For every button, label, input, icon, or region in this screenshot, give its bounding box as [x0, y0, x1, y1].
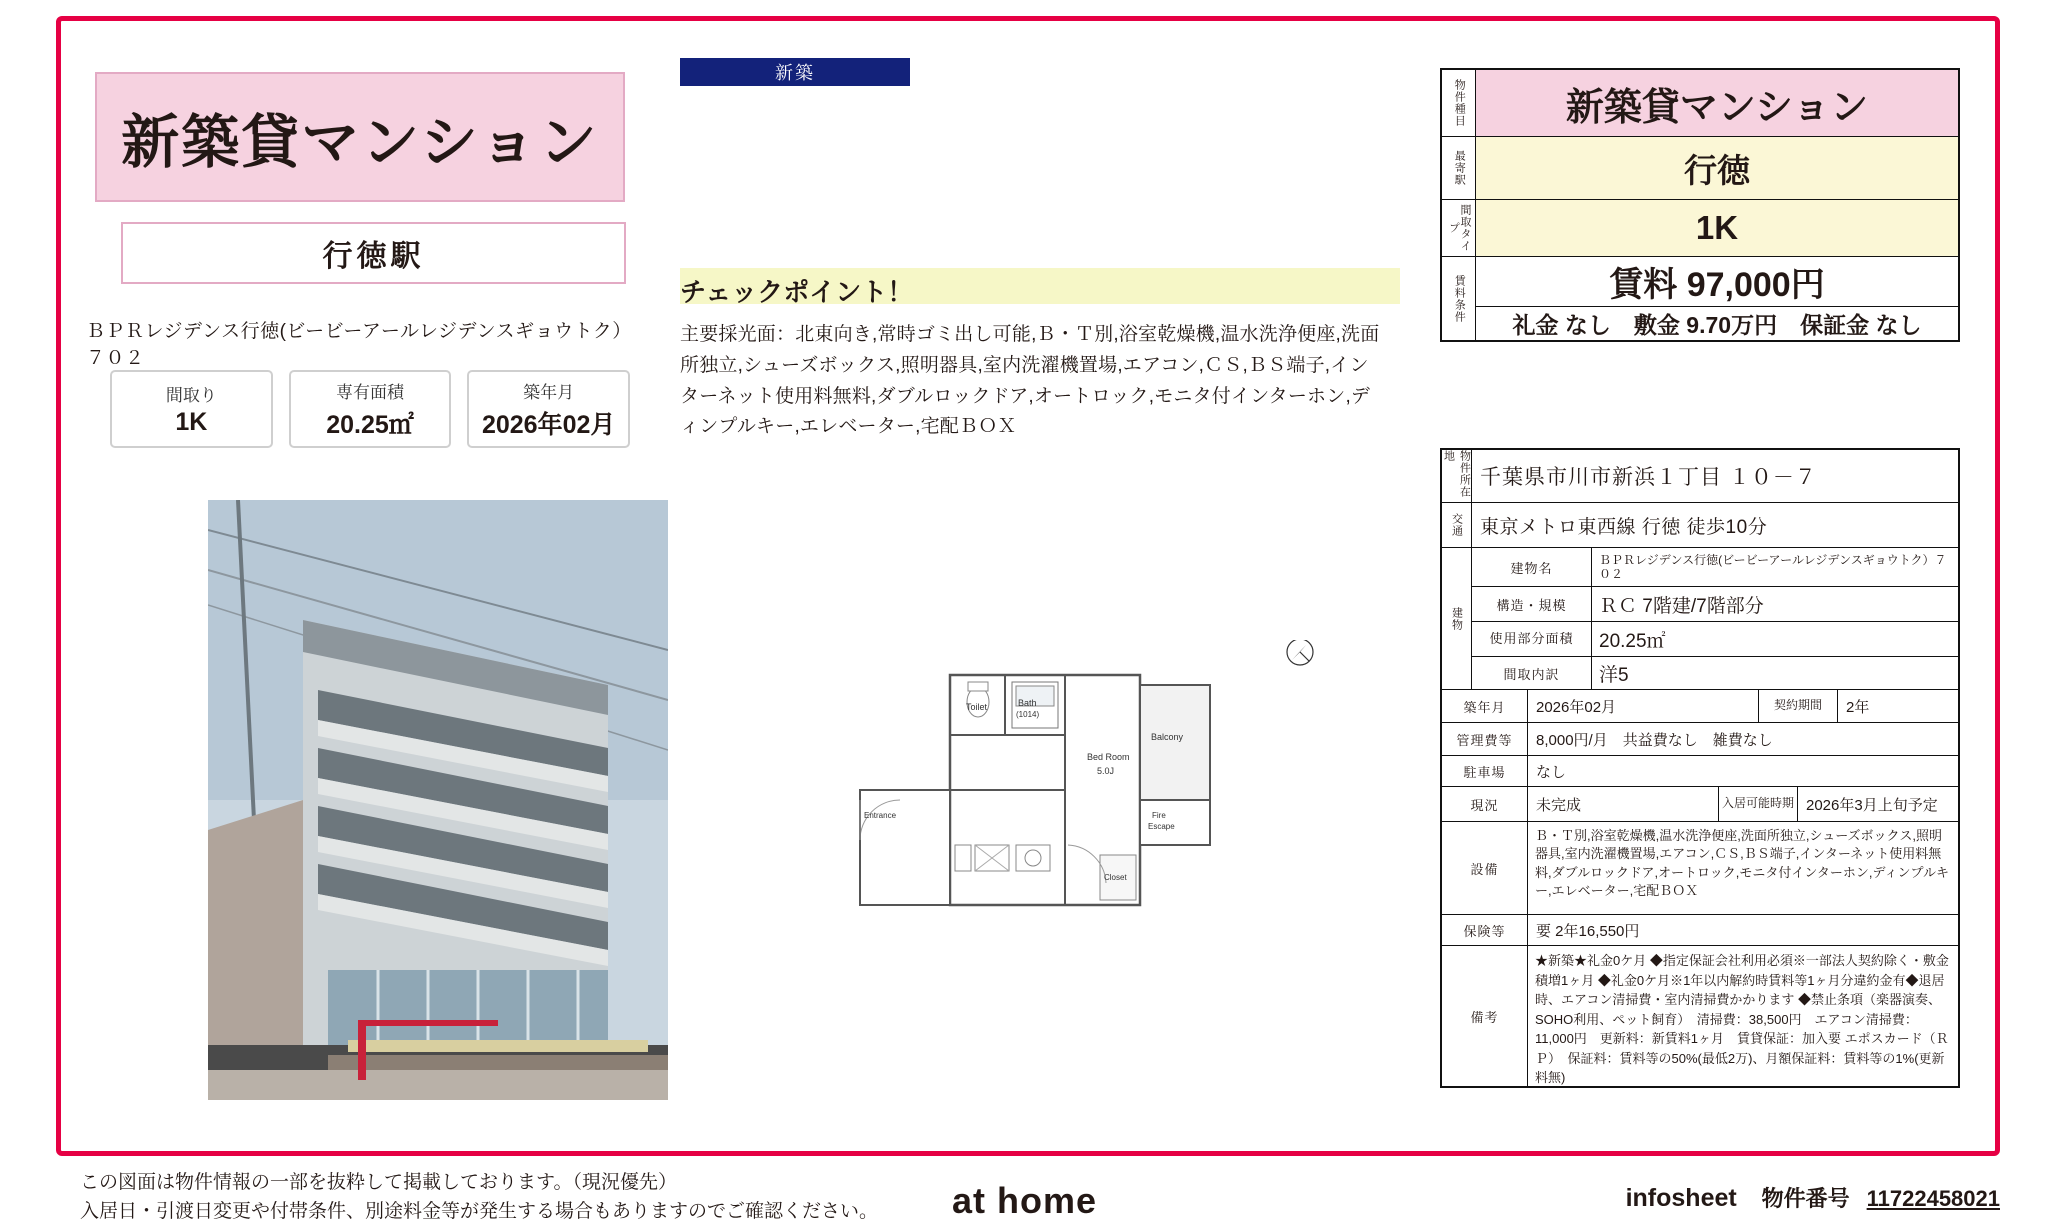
spec-summary	[110, 370, 630, 448]
checkpoint-title: チェックポイント！	[680, 277, 914, 307]
disclaimer	[80, 1168, 980, 1227]
spec-built-label: 築年月	[523, 382, 575, 402]
station-name: 行徳駅	[322, 240, 425, 273]
value-management-fee: 8,000円/月 共益費なし 雑費なし	[1536, 731, 1773, 749]
key-built-date: 築年月	[1442, 690, 1528, 722]
value-rent: 賃料 97,000円	[1476, 257, 1958, 307]
value-nearest-station: 行徳	[1476, 137, 1958, 199]
value-structure: ＲＣ 7階建/7階部分	[1599, 595, 1764, 617]
checkpoint-body: 主要採光面：北東向き,常時ゴミ出し可能,Ｂ・Ｔ別,浴室乾燥機,温水洗浄便座,洗面所独立,シューズボックス,照明器具,室内洗濯機置場,エアコン,ＣＳ,ＢＳ端子,インターネット使用料無料,ダブルロックドア,オートロック,モニタ付インターホン,ディンプルキー,エレベーター,宅配ＢＯＸ	[680, 324, 1380, 438]
key-layout-detail: 間取内訳	[1472, 657, 1592, 689]
key-building-name: 建物名	[1472, 548, 1592, 586]
badge-new-text: 新築	[775, 63, 815, 83]
plan-label-entrance: Entrance	[864, 811, 897, 820]
value-status: 未完成	[1536, 796, 1582, 814]
key-used-area: 使用部分面積	[1472, 622, 1592, 656]
row-layout-type	[1442, 200, 1958, 257]
value-parking: なし	[1536, 763, 1567, 781]
value-built-date: 2026年02月	[1536, 698, 1617, 716]
row-building-block	[1442, 548, 1958, 690]
spec-layout	[110, 370, 273, 448]
value-property-type: 新築貸マンション	[1476, 70, 1958, 136]
row-layout-detail	[1472, 657, 1958, 689]
key-insurance: 保険等	[1442, 915, 1528, 945]
floor-plan	[800, 640, 1360, 970]
key-structure: 構造・規模	[1472, 587, 1592, 621]
value-layout-type: 1K	[1476, 200, 1958, 256]
value-note: ★新築★礼金0ケ月 ◆指定保証会社利用必須※一部法人契約除く・敷金積増1ヶ月 ◆礼金0ケ月※1年以内解約時賃料等1ヶ月分違約金有◆退居時、エアコン清掃費・室内清掃費かかります ◆禁止条項（楽器演奏、SOHO利用、ペット飼育） 清掃費：38,500円 エアコン清掃費：11,000円 更新料：新賃料1ヶ月 賃貸保証：加入要 エポスカード（ＲＰ） 保証料：賃料等の50%(最低2万)、月額保証料：賃料等の1%(更新料無)	[1535, 953, 1949, 1085]
plan-label-closet: Closet	[1104, 873, 1127, 882]
plan-label-toilet: Toilet	[966, 702, 988, 712]
key-move-in: 入居可能時期	[1718, 787, 1798, 821]
row-status	[1442, 787, 1958, 822]
plan-label-bath: Bath	[1018, 698, 1037, 708]
value-building-name: ＢＰＲレジデンス行徳(ビービーアールレジデンスギョウトク）７０２	[1599, 552, 1947, 581]
plan-label-balcony: Balcony	[1151, 732, 1184, 742]
row-nearest-station	[1442, 137, 1958, 200]
row-label-layout-type: 間取タイプ	[1442, 200, 1476, 256]
row-label-address: 物件所在地	[1442, 450, 1472, 502]
property-type-title-text: 新築貸マンション	[121, 110, 599, 175]
row-address	[1442, 450, 1958, 503]
row-label-rent-terms: 賃料条件	[1442, 257, 1476, 340]
value-contract-term: 2年	[1846, 698, 1870, 716]
station-box	[121, 222, 626, 284]
value-layout-detail: 洋5	[1599, 664, 1629, 686]
spec-area	[289, 370, 452, 448]
athome-logo-text: at home	[952, 1180, 1098, 1221]
value-equipment: Ｂ・Ｔ別,浴室乾燥機,温水洗浄便座,洗面所独立,シューズボックス,照明器具,室内洗濯機置場,エアコン,ＣＳ,ＢＳ端子,インターネット使用料無料,ダブルロックドア,オートロック,モニタ付インターホン,ディンプルキー,エレベーター,宅配ＢＯＸ	[1535, 828, 1949, 899]
property-no-value: 11722458021	[1866, 1186, 2000, 1211]
summary-table	[1440, 68, 1960, 342]
plan-label-bedroom: Bed Room	[1087, 752, 1130, 762]
key-note: 備考	[1442, 946, 1528, 1086]
plan-label-bath-size: (1014)	[1016, 710, 1040, 719]
plan-label-bedroom-size: 5.0J	[1097, 766, 1115, 776]
building-subtable	[1472, 548, 1958, 689]
value-address: 千葉県市川市新浜１丁目 １０－７	[1480, 466, 1817, 489]
spec-built-value: 2026年02月	[481, 410, 616, 439]
spec-built	[467, 370, 630, 448]
row-traffic	[1442, 503, 1958, 548]
row-management-fee	[1442, 723, 1958, 756]
property-type-title	[95, 72, 625, 202]
row-note	[1442, 946, 1958, 1086]
disclaimer-line-1: この図面は物件情報の一部を抜粋して掲載しております。（現況優先）	[80, 1172, 677, 1193]
spec-area-value: 20.25㎡	[326, 410, 414, 439]
row-structure	[1472, 587, 1958, 622]
key-management-fee: 管理費等	[1442, 723, 1528, 755]
value-insurance: 要 2年16,550円	[1536, 922, 1640, 940]
plan-label-fire-escape: Fire	[1152, 811, 1166, 820]
row-label-building: 建物	[1442, 548, 1472, 689]
key-equipment: 設備	[1442, 822, 1528, 914]
spec-layout-label: 間取り	[165, 386, 217, 405]
badge-new	[680, 58, 910, 86]
row-built-contract	[1442, 690, 1958, 723]
key-parking: 駐車場	[1442, 756, 1528, 786]
infosheet-footer	[1626, 1182, 2000, 1213]
row-label-property-type: 物件種目	[1442, 70, 1476, 136]
key-contract-term: 契約期間	[1758, 690, 1838, 722]
value-deposit-line: 礼金 なし 敷金 9.70万円 保証金 なし	[1476, 307, 1958, 340]
row-property-type	[1442, 70, 1958, 137]
row-insurance	[1442, 915, 1958, 946]
building-name: ＢＰＲレジデンス行徳(ビービーアールレジデンスギョウトク）７０２	[86, 321, 632, 369]
key-status: 現況	[1442, 787, 1528, 821]
plan-label-fire-escape2: Escape	[1148, 822, 1175, 831]
infosheet-label: infosheet	[1625, 1184, 1737, 1212]
disclaimer-line-2: 入居日・引渡日変更や付帯条件、別途料金等が発生する場合もありますのでご確認ください。	[80, 1201, 879, 1223]
property-no-label: 物件番号	[1761, 1186, 1850, 1211]
row-equipment	[1442, 822, 1958, 915]
value-traffic: 東京メトロ東西線 行徳 徒歩10分	[1480, 516, 1768, 538]
row-parking	[1442, 756, 1958, 787]
row-label-traffic: 交通	[1442, 503, 1472, 547]
value-move-in: 2026年3月上旬予定	[1806, 796, 1938, 814]
building-photo	[208, 500, 668, 1100]
value-used-area: 20.25㎡	[1599, 630, 1666, 652]
row-used-area	[1472, 622, 1958, 657]
floor-plan-graphic	[800, 640, 1360, 970]
detail-table	[1440, 448, 1960, 1088]
spec-layout-value: 1K	[175, 408, 208, 436]
row-rent	[1442, 257, 1958, 340]
row-label-nearest-station: 最寄駅	[1442, 137, 1476, 199]
athome-logo	[952, 1180, 1097, 1222]
building-photo-graphic	[208, 500, 668, 1100]
spec-area-label: 専有面積	[336, 382, 404, 402]
row-building-name	[1472, 548, 1958, 587]
